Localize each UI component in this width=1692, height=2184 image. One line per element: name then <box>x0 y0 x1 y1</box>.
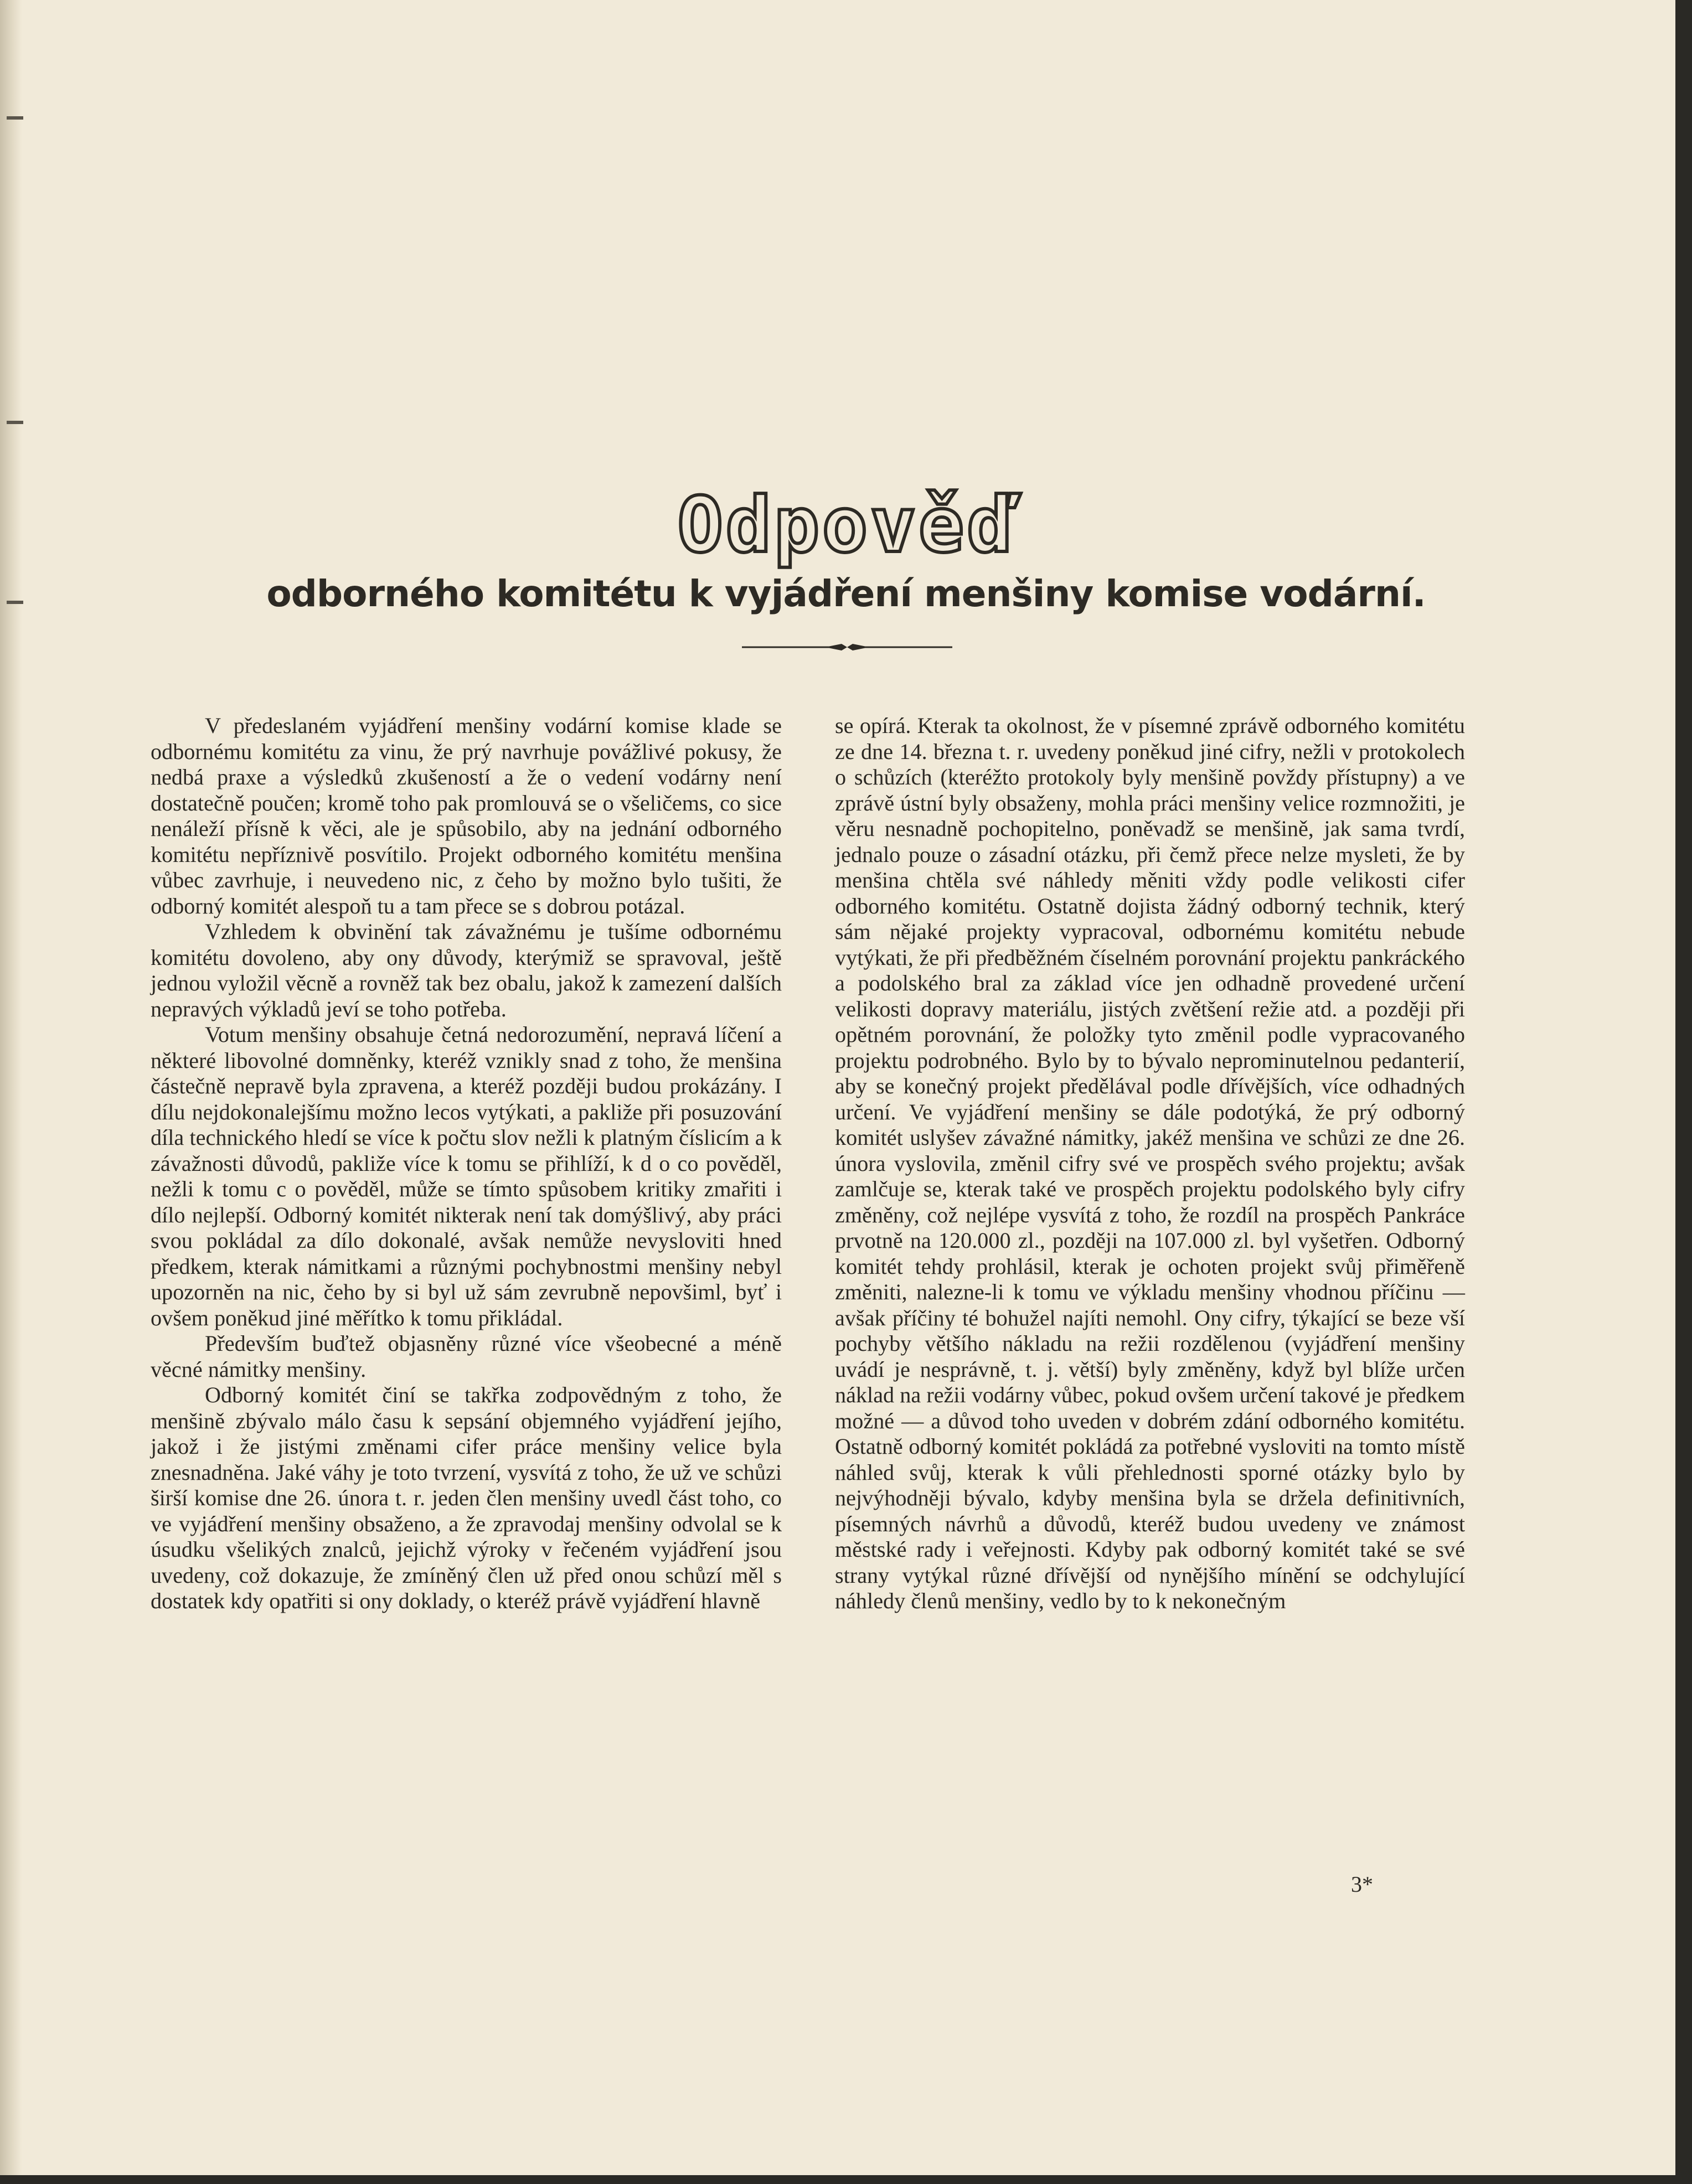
page-binding <box>0 0 22 2184</box>
paragraph: se opírá. Kterak ta okolnost, že v písemné zprávě odborného komitétu ze dne 14. března t. r. uvedeny poněkud jiné cifry, nežli v protokolech o schůzích (kteréžto protokoly byly menšině povždy přístupny) a ve zprávě ústní byly obsaženy, mohla práci menšiny velice rozmnožiti, je věru nesnadně pochopitelno, poněvadž se menšině, jak sama tvrdí, jednalo pouze o zásadní otázku, při čemž přece nelze mysleti, že by menšina chtěla své náhledy měniti vždy podle velikosti cifer odborného komitétu. Ostatně dojista žádný odborný technik, který sám nějaké projekty vypracoval, odbornému komitétu nebude vytýkati, že při předběžném číselném porovnání projektu pankráckého a podolského bral za základ více jen odhadně provedené určení velikosti dopravy materiálu, jistých zvětšení režie atd. a později při opětném porovnání, že položky tyto změnil podle vypracovaného projektu podrobného. Bylo by to bývalo neprominutelnou pedanterií, aby se konečný projekt předělával podle dřívějších, více odhadných určení. Ve vyjádření menšiny se dále podotýká, že prý odborný komitét uslyšev závažné námitky, jakéž menšina ve schůzi ze dne 26. února vyslovila, změnil cifry své ve prospěch svého projektu; avšak zamlčuje se, kterak také ve prospěch projektu podolského byly cifry změněny, což nejlépe vysvítá z toho, že rozdíl na prospěch Pankráce prvotně na 120.000 zl., později na 107.000 zl. byl vyšetřen. Odborný komitét tehdy prohlásil, kterak je ochoten projekt svůj přiměřeně změniti, nalezne-li k tomu ve výkladu menšiny vhodnou příčinu — avšak příčiny té bohužel najíti nemohl. Ony cifry, týkající se beze vší pochyby většího nákladu na režii rozdělenou (vyjádření menšiny uvádí je nesprávně, t. j. větší) byly změněny, když byl blíže určen náklad na režii vodárny vůbec, pokud ovšem určení takové je předkem možné — a důvod toho uveden v dobrém zdání odborného komitétu. Ostatně odborný komitét pokládá za potřebné vysloviti na tomto místě náhled svůj, kterak k vůli přehlednosti sporné otázky bylo by nejvýhodněji bývalo, kdyby menšina byla se držela definitivních, písemných návrhů a důvodů, kteréž budou uvedeny ve známost městské rady i veřejnosti. Kdyby pak odborný komitét také se své strany vytýkal různé dřívější od nynějšího mínění se odchylující náhledy členů menšiny, vedlo by to k nekonečným <box>835 713 1465 1613</box>
right-column <box>835 713 1465 1614</box>
page-subtitle: odborného komitétu k vyjádření menšiny komise vodární. <box>266 572 1426 615</box>
signature-mark: 3* <box>1351 1872 1373 1897</box>
page-edge-right <box>1675 0 1692 2184</box>
ornament-divider <box>742 639 952 655</box>
binding-mark <box>7 116 23 120</box>
paragraph: V předeslaném vyjádření menšiny vodární komise klade se odbornému komitétu za vinu, že prý navrhuje povážlivé pokusy, že nedbá praxe a výsledků zkušeností a že o vedení vodárny není dostatečně poučen; kromě toho pak promlouvá se o všeličems, co sice nenáleží přísně k věci, ale je spůsobilo, aby na jednání odborného komitétu nepříznivě posvítilo. Projekt odborného komitétu menšina vůbec zavrhuje, i neuvedeno nic, z čeho by možno bylo tušiti, že odborný komitét alespoň tu a tam přece se s dobrou potázal. <box>151 713 782 918</box>
page-edge-bottom <box>0 2175 1692 2184</box>
binding-mark <box>7 421 23 424</box>
page-title: Odpověď <box>677 481 1015 570</box>
paragraph: Především buďtež objasněny různé více všeobecné a méně věcné námitky menšiny. <box>151 1331 782 1382</box>
paragraph: Odborný komitét činí se takřka zodpovědným z toho, že menšině zbývalo málo času k sepsání objemného vyjádření jejího, jakož i že jistými změnami cifer práce menšiny velice byla znesnadněna. Jaké váhy je toto tvrzení, vysvítá z toho, že už ve schůzi širší komise dne 26. února t. r. jeden člen menšiny uvedl část toho, co ve vyjádření menšiny obsaženo, a že zpravodaj menšiny odvolal se k úsudku všelikých znalců, jejichž výroky v řečeném vyjádření jsou uvedeny, což dokazuje, že zmíněný člen už před onou schůzí měl s dostatek kdy opatřiti si ony doklady, o kteréž právě vyjádření hlavně <box>151 1382 782 1613</box>
paragraph: Vzhledem k obvinění tak závažnému je tušíme odbornému komitétu dovoleno, aby ony důvody, kterýmiž se spravoval, ještě jednou vyložil věcně a rovněž tak bez obalu, jakož k zamezení dalších nepravých výkladů jeví se toho potřeba. <box>151 919 782 1021</box>
paragraph: Votum menšiny obsahuje četná nedorozumění, nepravá líčení a některé libovolné domněnky, kteréž vznikly snad z toho, že menšina částečně nepravě byla zpravena, a kteréž později budou prokázány. I dílu nejdokonalejšímu možno lecos vytýkati, a pakliže při posuzování díla technického hledí se více k počtu slov nežli k platným číslicím a k závažnosti důvodů, pakliže více k tomu se přihlíží, k d o co pověděl, nežli k tomu c o pověděl, může se tímto spůsobem kritiky zmařiti i dílo nejlepší. Odborný komitét nikterak není tak domýšlivý, aby práci svou pokládal za dílo dokonalé, avšak nemůže nevysloviti hned předkem, kterak námitkami a různými pochybnostmi menšiny nebyl upozorněn na nic, čeho by si byl už sám zevrubně nepovšiml, byť i ovšem poněkud jiné měřítko k tomu přikládal. <box>151 1022 782 1330</box>
left-column <box>151 713 782 1614</box>
